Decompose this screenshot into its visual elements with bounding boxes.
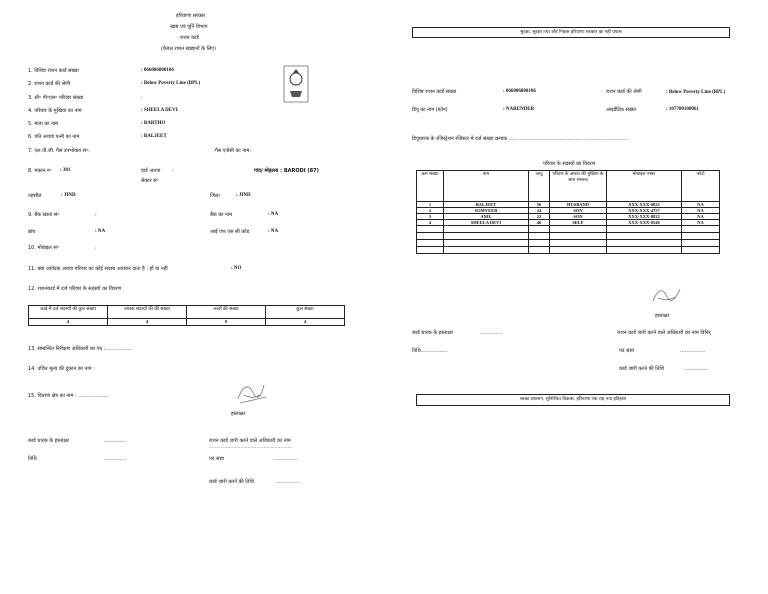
r-officer-signature [650,283,684,311]
header-line-3: राशन कार्ड [180,35,199,41]
field-card-number-value: : 066006800106 [141,68,174,73]
post-label: पद संज्ञा [209,456,224,462]
r-post-label: पद संज्ञा [619,348,634,354]
distribution-area: 15. वितरण क्षेत्र का नाम : ................... [28,393,109,399]
members-header: फोटो [682,171,720,202]
branch-value: : NA [95,229,106,234]
header-line-2: खाद्य एवं पूर्ति विभाग [170,24,208,30]
field-card-number-label: 1. विशिष्ट राशन कार्ड संख्या [28,68,79,74]
bank-name-label: बैंक का नाम [210,212,233,218]
field-spouse-value: : BALJEET [141,134,167,139]
ward-label: वार्ड अथवा [141,168,161,174]
ward-value: : [172,168,174,174]
summary-value: 4 [29,319,108,326]
r-card-number-label: विशिष्ट राशन कार्ड संख्या [412,89,457,95]
bottom-banner-text: स्वच्छ प्रशासन, सुनिश्चित विकास, हरियाणा एक राह नया इतिहास [520,397,626,402]
mobile-label: 10. मोबाइल सं॰ [28,245,59,251]
holder-sign-dots: .............. [104,438,127,444]
r-issue-date-label: कार्ड जारी करने की तिथि [619,366,664,372]
members-summary-title: 12. राशनकार्ड में दर्ज परिवार के सदस्यों का विवरण [28,286,122,292]
ifsc-label: आई एफ एस सी कोड [210,229,250,235]
date-dots: .............. [104,456,127,462]
holder-sign-label: कार्ड धारक के हस्ताक्षर [28,438,70,444]
members-table-title: परिवार के सदस्यों का विवरण [543,161,596,167]
house-value: : 381 [60,168,71,173]
state-emblem [282,64,310,104]
header-line-4: (केवल राशन खाद्यानों के लिए) [161,46,216,52]
income-tax-answer: : NO [231,266,242,271]
field-mother-value: : BARTHO [141,121,166,126]
register-line: डिपूधारक के रजिस्ट्रेशन रजिस्टर में दर्ज संख्या क्रमांक ........................................................................... [412,136,628,142]
summary-value: 4 [266,319,345,326]
r-holder-sign-dots: .............. [480,330,503,336]
sector-label: सेक्टर सं॰ [141,178,159,184]
r-depot-label: डिपू का नाम (फ़ोन) [412,107,448,113]
house-label: 8. मकान न॰ [28,168,52,174]
members-table [416,170,720,254]
field-head-label: 4. परिवार के मुखिया का नाम [28,108,82,114]
tehsil-value: : JIND [61,193,76,198]
r-issue-date-dots: ................ [683,366,709,372]
officer-signature [234,377,270,411]
members-summary-table [28,305,345,326]
summary-header: कुल संख्या [266,306,345,319]
issuer-name-label: राशन कार्ड जारी करने वाले अधिकारी का नाम [209,438,291,444]
members-header: क्रम संख्या [417,171,444,202]
mohalla-label: गांव/ मोहल्ला : BARODI (87) [254,168,319,174]
date-label: तिथि [28,456,37,462]
r-card-number-value: : 066006800106 [503,89,536,94]
table-row-empty [417,226,720,233]
issue-date-dots: ............... [276,479,300,485]
r-holder-sign-label: कार्ड धारक के हस्ताक्षर [412,330,454,336]
table-row: 2 SOMVEER 24 SON XXX-XXX-4757 NA [417,208,720,214]
table-row: 4 SHEELA DEVI 46 SELF XXX-XXX-0546 NA [417,220,720,226]
mobile-value: : [95,245,97,251]
gas-agency-label: गैस एजेंसी का नाम: [215,148,251,154]
field-head-value: : SHEELA DEVI [141,108,178,113]
inspector-post: 13. सम्बन्धित निरीक्षण अधिकारी का पद :................. [28,346,133,352]
summary-value: 0 [187,319,266,326]
table-row-empty [417,233,720,240]
field-spouse-label: 6. पति अथवा पत्नी का नाम [28,134,80,140]
district-label: जिला [210,193,220,199]
field-cps-value: : [141,95,143,101]
table-row: 1 BALJEET 56 HUSBAND XXX-XXX-0822 NA [417,202,720,208]
r-sign-label: हस्ताक्षर [655,313,670,319]
r-depot-number-value: : 107700100061 [666,107,699,112]
summary-header: कार्ड में दर्ज सदस्यों की कुल संख्या [29,306,108,319]
field-mother-label: 5. माता का नाम [28,121,59,127]
r-depot-value: : NARENDER [503,107,535,112]
field-category-value: : Below Poverty Line (BPL) [141,81,201,86]
table-row-empty [417,247,720,254]
top-banner-text: सुरक्षा, सुरक्षा तथा और निवास हरियाणा सरकार का नहीं प्रयास [520,30,622,35]
summary-header: बच्चों की संख्या [187,306,266,319]
lpg-label: 7. एल.पी.जी. गैस उपभोक्ता सं॰: [28,148,90,154]
top-banner [412,27,730,38]
field-category-label: 2. राशन कार्ड की श्रेणी [28,81,71,87]
r-category-value: : Below Poverty Line (BPL) [666,90,726,95]
r-issuer-name-label: राशन कार्ड जारी करने वाले अधिकारी का नाम विनिर् [617,330,711,336]
tehsil-label: तहसील [28,193,42,199]
bottom-banner [416,394,730,406]
income-tax-question: 11. क्या आवेदक अथवा परिवार का कोई सदस्य आयकर दाता है : हाँ या नहीं [28,266,168,272]
r-post-dots: ................ [680,348,706,354]
ifsc-value: : NA [268,229,279,234]
r-category-label: राशन कार्ड की श्रेणी [606,89,642,95]
members-header: मोबाइल नम्बर [607,171,682,202]
members-header: आयु [529,171,550,202]
summary-header: वयस्क सदस्यों की की संख्या [108,306,187,319]
bank-account-label: 9. बैंक खाता सं॰ [28,212,60,218]
issuer-name-dots: .......................................................... [209,445,292,450]
sign-label: हस्ताक्षर [231,411,246,417]
field-cps-label: 3. सी॰ पी॰एस॰ परिवार संख्या [28,95,84,101]
bank-account-value: : [95,212,97,218]
table-row: 3 ANIL 22 SON XXX-XXX-0822 NA [417,214,720,220]
post-dots: ............... [274,456,298,462]
fair-price-shop: 14. उचित मूल्य की दुकान का नाम : [28,366,95,372]
table-row-empty [417,240,720,247]
r-date-label: तिथि................. [412,348,448,354]
branch-label: ब्रांच [28,229,36,235]
members-header: नाम [444,171,529,202]
header-line-1: हरियाणा सरकार [176,13,206,19]
bank-name-value: : NA [268,212,279,217]
district-value: : JIND [236,193,251,198]
r-depot-number-label: आइडेंटिफ़ संख्या [606,107,637,113]
members-header: परिवार के अथवा की मुखिया के साथ सम्बन्ध [550,171,607,202]
summary-value: 4 [108,319,187,326]
issue-date-label: कार्ड जारी करने की तिथि [209,479,254,485]
